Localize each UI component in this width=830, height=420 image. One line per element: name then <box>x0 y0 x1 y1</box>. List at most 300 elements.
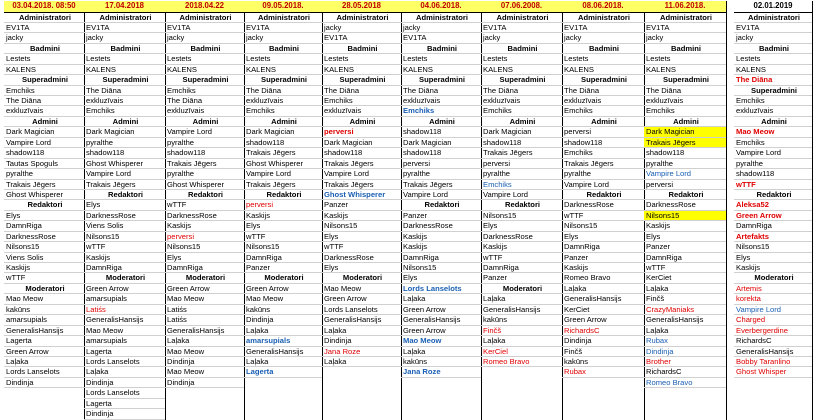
member-cell[interactable]: DamnRiga <box>84 263 165 273</box>
member-cell[interactable]: The Diāna <box>562 86 644 96</box>
member-cell[interactable]: Vampire Lord <box>84 169 165 179</box>
role-group-header[interactable]: Administratori <box>165 13 244 23</box>
member-cell[interactable]: Vampire Lord <box>322 169 401 179</box>
member-cell[interactable]: Green Arrow <box>401 326 481 336</box>
member-cell[interactable]: The Diāna <box>84 86 165 96</box>
member-cell[interactable]: GeneralisHansijs <box>644 315 726 325</box>
column-date-header[interactable]: 08.06.2018. <box>562 1 644 13</box>
member-cell[interactable]: jacky <box>84 33 165 43</box>
member-cell[interactable]: Brother <box>644 357 726 367</box>
member-cell[interactable]: pyralthe <box>4 169 84 179</box>
member-cell[interactable]: wTTF <box>244 232 322 242</box>
role-group-header[interactable]: Admini <box>84 117 165 127</box>
member-cell[interactable]: exkluzīvais <box>4 106 84 116</box>
member-cell[interactable]: Latiśs <box>165 315 244 325</box>
role-group-header[interactable]: Admini <box>322 117 401 127</box>
member-cell[interactable]: Kaskijs <box>84 253 165 263</box>
member-cell[interactable]: jacky <box>644 33 726 43</box>
member-cell[interactable]: KALENS <box>734 65 812 75</box>
role-group-header[interactable]: Superadmini <box>562 75 644 85</box>
member-cell[interactable]: shadow118 <box>644 148 726 158</box>
member-cell[interactable]: Lagerta <box>84 347 165 357</box>
member-cell[interactable]: Lords Lanselots <box>84 357 165 367</box>
member-cell[interactable]: Nilsons15 <box>562 221 644 231</box>
member-cell[interactable]: Nilsons15 <box>644 211 726 221</box>
member-cell[interactable]: Vampire Lord <box>165 127 244 137</box>
member-cell[interactable]: KerCiel <box>481 347 562 357</box>
member-cell[interactable]: EV1TA <box>734 23 812 33</box>
member-cell[interactable]: Dindinja <box>165 357 244 367</box>
role-group-header[interactable]: Badmini <box>244 44 322 54</box>
member-cell[interactable]: Emchiks <box>4 86 84 96</box>
member-cell[interactable]: jacky <box>401 23 481 33</box>
column-date-header[interactable]: 28.05.2018 <box>322 1 401 13</box>
member-cell[interactable]: Viens Solis <box>84 221 165 231</box>
member-cell[interactable]: CrazyManiaks <box>644 305 726 315</box>
member-cell[interactable]: Laļaka <box>322 357 401 367</box>
member-cell[interactable]: kakūns <box>401 357 481 367</box>
role-group-header[interactable]: Badmini <box>401 44 481 54</box>
member-cell[interactable]: exkluzīvais <box>84 96 165 106</box>
role-group-header[interactable]: Redaktori <box>644 190 726 200</box>
member-cell[interactable]: Panzer <box>401 211 481 221</box>
member-cell[interactable]: shadow118 <box>401 127 481 137</box>
member-cell[interactable]: EV1TA <box>165 23 244 33</box>
member-cell[interactable]: Ghost Whisper <box>734 367 812 377</box>
member-cell[interactable]: Emchiks <box>165 86 244 96</box>
column-date-header[interactable]: 17.04.2018 <box>84 1 165 13</box>
role-group-header[interactable]: Administratori <box>562 13 644 23</box>
role-group-header[interactable]: Admini <box>644 117 726 127</box>
member-cell[interactable]: The Diāna <box>4 96 84 106</box>
member-cell[interactable]: Nilsons15 <box>244 242 322 252</box>
member-cell[interactable]: Dark Magician <box>322 138 401 148</box>
member-cell[interactable]: perversi <box>562 127 644 137</box>
member-cell[interactable]: DarknessRose <box>481 232 562 242</box>
member-cell[interactable]: Green Arrow <box>322 294 401 304</box>
member-cell[interactable]: Dindinja <box>562 336 644 346</box>
role-group-header[interactable]: Moderatori <box>84 273 165 283</box>
member-cell[interactable]: Ghost Whisperer <box>84 159 165 169</box>
member-cell[interactable]: Trakais Jēgers <box>401 180 481 190</box>
member-cell[interactable]: Lestets <box>562 54 644 64</box>
member-cell[interactable]: Elys <box>84 200 165 210</box>
member-cell[interactable]: Romeo Bravo <box>562 273 644 283</box>
member-cell[interactable]: Trakais Jēgers <box>322 159 401 169</box>
member-cell[interactable]: Trakais Jēgers <box>165 159 244 169</box>
member-cell[interactable]: Lestets <box>4 54 84 64</box>
member-cell[interactable]: DarknessRose <box>84 211 165 221</box>
member-cell[interactable]: shadow118 <box>401 148 481 158</box>
role-group-header[interactable]: Admini <box>481 117 562 127</box>
member-cell[interactable]: Latiśs <box>165 305 244 315</box>
member-cell[interactable]: Elys <box>481 221 562 231</box>
member-cell[interactable]: Mao Meow <box>165 347 244 357</box>
member-cell[interactable]: Kaskijs <box>244 211 322 221</box>
role-group-header[interactable]: Moderatori <box>165 273 244 283</box>
member-cell[interactable]: Trakais Jēgers <box>322 180 401 190</box>
member-cell[interactable]: Vampire Lord <box>401 190 481 200</box>
role-group-header[interactable]: Redaktori <box>562 190 644 200</box>
member-cell[interactable]: Emchiks <box>562 106 644 116</box>
member-cell[interactable]: Aleksa52 <box>734 200 812 210</box>
member-cell[interactable]: EV1TA <box>4 23 84 33</box>
member-cell[interactable]: Mao Meow <box>244 294 322 304</box>
member-cell[interactable]: KALENS <box>322 65 401 75</box>
column-date-header[interactable]: 02.01.2019 <box>734 1 812 13</box>
member-cell[interactable]: EV1TA <box>322 33 401 43</box>
role-group-header[interactable]: Redaktori <box>481 200 562 210</box>
member-cell[interactable]: wTTF <box>562 211 644 221</box>
member-cell[interactable]: DarknessRose <box>401 221 481 231</box>
member-cell[interactable]: wTTF <box>734 180 812 190</box>
member-cell[interactable]: perversi <box>401 159 481 169</box>
role-group-header[interactable]: Badmini <box>481 44 562 54</box>
member-cell[interactable]: KALENS <box>244 65 322 75</box>
member-cell[interactable]: wTTF <box>481 253 562 263</box>
member-cell[interactable]: Elys <box>4 211 84 221</box>
member-cell[interactable]: Dark Magician <box>481 127 562 137</box>
member-cell[interactable]: wTTF <box>644 263 726 273</box>
member-cell[interactable]: Rubax <box>644 336 726 346</box>
member-cell[interactable]: Nilsons15 <box>322 221 401 231</box>
member-cell[interactable]: Emchiks <box>401 106 481 116</box>
role-group-header[interactable]: Superadmini <box>4 75 84 85</box>
member-cell[interactable]: pyralthe <box>165 169 244 179</box>
member-cell[interactable]: Finčš <box>481 326 562 336</box>
role-group-header[interactable]: Superadmini <box>244 75 322 85</box>
member-cell[interactable]: Lords Lanselots <box>84 388 165 398</box>
member-cell[interactable]: Vampire Lord <box>644 169 726 179</box>
member-cell[interactable]: Laļaka <box>322 326 401 336</box>
member-cell[interactable]: Dark Magician <box>401 138 481 148</box>
member-cell[interactable]: kakūns <box>562 357 644 367</box>
member-cell[interactable]: perversi <box>165 232 244 242</box>
member-cell[interactable]: Emchiks <box>244 106 322 116</box>
member-cell[interactable]: DarknessRose <box>644 200 726 210</box>
member-cell[interactable]: Green Arrow <box>4 347 84 357</box>
role-group-header[interactable]: Badmini <box>322 44 401 54</box>
member-cell[interactable]: Nilsons15 <box>4 242 84 252</box>
member-cell[interactable]: Green Arrow <box>84 284 165 294</box>
member-cell[interactable]: Mao Meow <box>734 127 812 137</box>
member-cell[interactable]: Panzer <box>644 242 726 252</box>
member-cell[interactable]: GeneralisHansijs <box>734 347 812 357</box>
member-cell[interactable]: Tautas Spoguls <box>4 159 84 169</box>
member-cell[interactable]: Dark Magician <box>244 127 322 137</box>
member-cell[interactable]: Trakais Jēgers <box>244 180 322 190</box>
member-cell[interactable]: Charged <box>734 315 812 325</box>
member-cell[interactable]: shadow118 <box>322 148 401 158</box>
member-cell[interactable]: The Diāna <box>401 86 481 96</box>
role-group-header[interactable]: Superadmini <box>84 75 165 85</box>
member-cell[interactable]: Nilsons15 <box>84 232 165 242</box>
role-group-header[interactable]: Administratori <box>244 13 322 23</box>
member-cell[interactable]: Green Arrow <box>734 211 812 221</box>
member-cell[interactable]: Dark Magician <box>644 127 726 137</box>
member-cell[interactable]: DamnRiga <box>165 263 244 273</box>
member-cell[interactable]: KALENS <box>481 65 562 75</box>
member-cell[interactable]: Ghost Whisperer <box>4 190 84 200</box>
member-cell[interactable]: Romeo Bravo <box>481 357 562 367</box>
member-cell[interactable]: Lestets <box>165 54 244 64</box>
role-group-header[interactable]: Administratori <box>322 13 401 23</box>
member-cell[interactable]: pyralthe <box>401 169 481 179</box>
member-cell[interactable]: EV1TA <box>562 23 644 33</box>
member-cell[interactable]: Mao Meow <box>84 326 165 336</box>
member-cell[interactable]: Dindinja <box>165 378 244 388</box>
member-cell[interactable]: Lestets <box>734 54 812 64</box>
member-cell[interactable]: EV1TA <box>644 23 726 33</box>
member-cell[interactable]: Elys <box>644 232 726 242</box>
role-group-header[interactable]: Redaktori <box>4 200 84 210</box>
member-cell[interactable]: Elys <box>322 263 401 273</box>
member-cell[interactable]: Ghost Whisperer <box>322 190 401 200</box>
role-group-header[interactable]: Redaktori <box>734 190 812 200</box>
member-cell[interactable]: KALENS <box>562 65 644 75</box>
member-cell[interactable]: Dindinja <box>4 378 84 388</box>
member-cell[interactable]: Lagerta <box>4 336 84 346</box>
role-group-header[interactable]: Admini <box>734 117 812 127</box>
column-date-header[interactable]: 04.06.2018. <box>401 1 481 13</box>
member-cell[interactable]: perversi <box>481 159 562 169</box>
member-cell[interactable]: Panzer <box>244 263 322 273</box>
role-group-header[interactable]: Superadmini <box>322 75 401 85</box>
member-cell[interactable]: exkluzīvais <box>644 96 726 106</box>
role-group-header[interactable]: Administratori <box>401 13 481 23</box>
member-cell[interactable]: Lestets <box>644 54 726 64</box>
member-cell[interactable]: Kaskijs <box>401 242 481 252</box>
member-cell[interactable]: perversi <box>322 127 401 137</box>
member-cell[interactable]: Latiśs <box>84 305 165 315</box>
member-cell[interactable]: Dindinja <box>244 315 322 325</box>
member-cell[interactable]: Trakais Jēgers <box>481 148 562 158</box>
member-cell[interactable]: GeneralisHansijs <box>165 326 244 336</box>
member-cell[interactable]: Emchiks <box>734 138 812 148</box>
role-group-header[interactable]: Admini <box>401 117 481 127</box>
member-cell[interactable]: Green Arrow <box>244 284 322 294</box>
role-group-header[interactable]: Redaktori <box>401 200 481 210</box>
role-group-header[interactable]: Moderatori <box>4 284 84 294</box>
member-cell[interactable]: exkluzīvais <box>322 106 401 116</box>
member-cell[interactable]: Kaskijs <box>322 211 401 221</box>
member-cell[interactable]: Vampire Lord <box>4 138 84 148</box>
member-cell[interactable]: DarknessRose <box>4 232 84 242</box>
member-cell[interactable]: exkluzīvais <box>562 96 644 106</box>
member-cell[interactable]: Emchiks <box>734 96 812 106</box>
member-cell[interactable]: Trakais Jēgers <box>84 180 165 190</box>
member-cell[interactable]: GeneralisHansijs <box>244 347 322 357</box>
member-cell[interactable]: pyralthe <box>165 138 244 148</box>
member-cell[interactable]: amarsupials <box>84 294 165 304</box>
member-cell[interactable]: shadow118 <box>84 148 165 158</box>
role-group-header[interactable]: Superadmini <box>644 75 726 85</box>
member-cell[interactable]: Laļaka <box>401 347 481 357</box>
member-cell[interactable]: Rubax <box>562 367 644 377</box>
member-cell[interactable]: Elys <box>401 273 481 283</box>
member-cell[interactable]: Nilsons15 <box>401 263 481 273</box>
member-cell[interactable]: Lords Lanselots <box>322 305 401 315</box>
member-cell[interactable]: KALENS <box>644 65 726 75</box>
member-cell[interactable]: RichardsC <box>644 367 726 377</box>
member-cell[interactable]: exkluzīvais <box>734 106 812 116</box>
member-cell[interactable]: perversi <box>644 180 726 190</box>
member-cell[interactable]: Kaskijs <box>481 242 562 252</box>
role-group-header[interactable]: Administratori <box>734 13 812 23</box>
role-group-header[interactable]: Administratori <box>644 13 726 23</box>
role-group-header[interactable]: Redaktori <box>244 190 322 200</box>
member-cell[interactable]: Nilsons15 <box>165 242 244 252</box>
member-cell[interactable]: DarknessRose <box>562 200 644 210</box>
member-cell[interactable]: Bobby Taranlino <box>734 357 812 367</box>
member-cell[interactable]: Vampire Lord <box>734 305 812 315</box>
member-cell[interactable]: Finčš <box>562 347 644 357</box>
member-cell[interactable]: Dindinja <box>322 336 401 346</box>
member-cell[interactable]: Artefakts <box>734 232 812 242</box>
member-cell[interactable]: Emchiks <box>84 106 165 116</box>
member-cell[interactable]: Laļaka <box>401 294 481 304</box>
member-cell[interactable]: The Diāna <box>322 86 401 96</box>
member-cell[interactable]: Vampire Lord <box>734 148 812 158</box>
member-cell[interactable]: Kaskijs <box>644 221 726 231</box>
role-group-header[interactable]: Badmini <box>4 44 84 54</box>
member-cell[interactable]: amarsupials <box>244 336 322 346</box>
member-cell[interactable]: Emchiks <box>322 96 401 106</box>
member-cell[interactable]: Ghost Whisperer <box>165 180 244 190</box>
role-group-header[interactable]: Badmini <box>734 44 812 54</box>
member-cell[interactable]: exkluzīvais <box>401 96 481 106</box>
member-cell[interactable]: pyralthe <box>481 169 562 179</box>
member-cell[interactable]: Laļaka <box>481 294 562 304</box>
member-cell[interactable]: Elys <box>734 253 812 263</box>
member-cell[interactable]: KALENS <box>4 65 84 75</box>
member-cell[interactable]: RichardsC <box>562 326 644 336</box>
member-cell[interactable]: amarsupials <box>4 315 84 325</box>
member-cell[interactable]: KerCiet <box>562 305 644 315</box>
member-cell[interactable]: Vampire Lord <box>562 180 644 190</box>
member-cell[interactable]: DamnRiga <box>4 221 84 231</box>
member-cell[interactable]: shadow118 <box>481 138 562 148</box>
member-cell[interactable]: Trakais Jēgers <box>562 159 644 169</box>
member-cell[interactable]: Mao Meow <box>165 367 244 377</box>
member-cell[interactable]: KALENS <box>84 65 165 75</box>
member-cell[interactable]: GeneralisHansijs <box>84 315 165 325</box>
member-cell[interactable]: pyralthe <box>84 138 165 148</box>
member-cell[interactable]: RichardsC <box>734 336 812 346</box>
member-cell[interactable]: Trakais Jēgers <box>644 138 726 148</box>
member-cell[interactable]: EV1TA <box>481 23 562 33</box>
member-cell[interactable]: perversi <box>244 200 322 210</box>
member-cell[interactable]: KALENS <box>165 65 244 75</box>
member-cell[interactable]: Emchiks <box>481 180 562 190</box>
member-cell[interactable]: Jana Roze <box>401 367 481 377</box>
member-cell[interactable]: DamnRiga <box>481 263 562 273</box>
role-group-header[interactable]: Admini <box>165 117 244 127</box>
role-group-header[interactable]: Admini <box>562 117 644 127</box>
member-cell[interactable]: GeneralisHansijs <box>562 294 644 304</box>
member-cell[interactable]: jacky <box>244 33 322 43</box>
member-cell[interactable]: exkluzīvais <box>481 96 562 106</box>
member-cell[interactable]: GeneralisHansijs <box>481 305 562 315</box>
member-cell[interactable]: Nilsons15 <box>481 211 562 221</box>
role-group-header[interactable]: Admini <box>4 117 84 127</box>
member-cell[interactable]: Lestets <box>84 54 165 64</box>
member-cell[interactable]: Kaskijs <box>401 232 481 242</box>
member-cell[interactable]: Emchiks <box>644 106 726 116</box>
member-cell[interactable]: Kaskijs <box>4 263 84 273</box>
member-cell[interactable]: GeneralisHansijs <box>4 326 84 336</box>
member-cell[interactable]: wTTF <box>322 242 401 252</box>
member-cell[interactable]: pyralthe <box>734 159 812 169</box>
member-cell[interactable]: pyralthe <box>562 169 644 179</box>
role-group-header[interactable]: Superadmini <box>165 75 244 85</box>
member-cell[interactable]: Kaskijs <box>734 263 812 273</box>
member-cell[interactable]: amarsupials <box>84 336 165 346</box>
member-cell[interactable]: Everbergerdine <box>734 326 812 336</box>
member-cell[interactable]: Mao Meow <box>401 336 481 346</box>
role-group-header[interactable]: Badmini <box>562 44 644 54</box>
role-group-header[interactable]: Badmini <box>644 44 726 54</box>
member-cell[interactable]: Lestets <box>322 54 401 64</box>
member-cell[interactable]: DamnRiga <box>562 242 644 252</box>
member-cell[interactable]: kakūns <box>244 305 322 315</box>
member-cell[interactable]: Laļaka <box>562 284 644 294</box>
role-group-header[interactable]: Moderatori <box>734 273 812 283</box>
column-date-header[interactable]: 11.06.2018. <box>644 1 726 13</box>
member-cell[interactable]: The Diāna <box>481 86 562 96</box>
member-cell[interactable]: Kaskijs <box>562 263 644 273</box>
member-cell[interactable]: DamnRiga <box>244 253 322 263</box>
member-cell[interactable]: EV1TA <box>401 33 481 43</box>
member-cell[interactable]: Emchiks <box>481 106 562 116</box>
member-cell[interactable]: Ghost Whisperer <box>244 159 322 169</box>
member-cell[interactable]: Romeo Bravo <box>644 378 726 388</box>
role-group-header[interactable]: Redaktori <box>84 190 165 200</box>
role-group-header[interactable]: Redaktori <box>165 190 244 200</box>
column-date-header[interactable]: 2018.04.22 <box>165 1 244 13</box>
member-cell[interactable]: Panzer <box>481 273 562 283</box>
member-cell[interactable]: exkluzīvais <box>165 106 244 116</box>
member-cell[interactable]: Jana Roze <box>322 347 401 357</box>
member-cell[interactable]: shadow118 <box>165 148 244 158</box>
member-cell[interactable]: The Diāna <box>734 75 812 85</box>
column-date-header[interactable]: 09.05.2018. <box>244 1 322 13</box>
role-group-header[interactable]: Administratori <box>84 13 165 23</box>
member-cell[interactable]: Dark Magician <box>84 127 165 137</box>
role-group-header[interactable]: Moderatori <box>481 284 562 294</box>
member-cell[interactable]: The Diāna <box>244 86 322 96</box>
member-cell[interactable]: Elys <box>244 221 322 231</box>
role-group-header[interactable]: Superadmini <box>734 86 812 96</box>
member-cell[interactable]: DamnRiga <box>734 221 812 231</box>
member-cell[interactable]: DamnRiga <box>644 253 726 263</box>
member-cell[interactable]: shadow118 <box>734 169 812 179</box>
member-cell[interactable]: Trakais Jēgers <box>244 148 322 158</box>
member-cell[interactable]: Elys <box>165 253 244 263</box>
member-cell[interactable]: jacky <box>4 33 84 43</box>
member-cell[interactable]: Green Arrow <box>401 305 481 315</box>
member-cell[interactable]: Vampire Lord <box>481 190 562 200</box>
member-cell[interactable]: pyralthe <box>644 159 726 169</box>
member-cell[interactable]: EV1TA <box>244 23 322 33</box>
member-cell[interactable]: Laļaka <box>4 357 84 367</box>
role-group-header[interactable]: Superadmini <box>401 75 481 85</box>
member-cell[interactable]: Laļaka <box>644 326 726 336</box>
member-cell[interactable]: Finčš <box>644 294 726 304</box>
role-group-header[interactable]: Superadmini <box>481 75 562 85</box>
member-cell[interactable]: korekta <box>734 294 812 304</box>
member-cell[interactable]: The Diāna <box>165 96 244 106</box>
